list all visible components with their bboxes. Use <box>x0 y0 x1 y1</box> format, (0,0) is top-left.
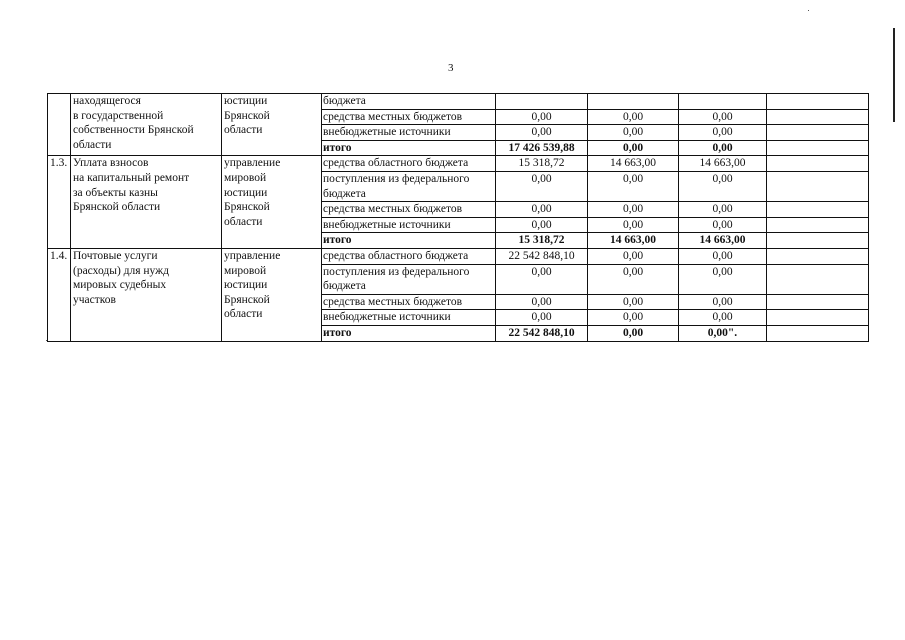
amount-cell-year-3: 0,00 <box>679 125 767 141</box>
amount-cell-year-2: 0,00 <box>588 171 679 201</box>
amount-cell-year-4 <box>767 294 869 310</box>
table-row <box>48 248 869 264</box>
measure-name-line: находящегося <box>73 95 141 107</box>
funding-source-cell: внебюджетные источники <box>322 217 496 233</box>
executor-cell <box>222 248 322 341</box>
page-number: 3 <box>448 62 454 74</box>
amount-cell-year-2: 0,00 <box>588 325 679 341</box>
amount-cell-year-1: 22 542 848,10 <box>496 248 588 264</box>
measure-name-line: Уплата взносов <box>73 157 149 170</box>
measure-name-line: области <box>73 138 112 151</box>
amount-cell-year-4 <box>767 217 869 233</box>
executor-line: юстиции <box>224 95 268 107</box>
amount-cell-year-2: 0,00 <box>588 248 679 264</box>
amount-cell-year-1: 0,00 <box>496 310 588 326</box>
amount-cell-year-4 <box>767 202 869 218</box>
scan-speck <box>808 10 809 11</box>
funding-source-cell: средства местных бюджетов <box>322 294 496 310</box>
amount-cell-year-2 <box>588 94 679 110</box>
executor-line: области <box>224 308 263 321</box>
amount-cell-year-2: 0,00 <box>588 310 679 326</box>
amount-cell-year-1 <box>496 94 588 110</box>
table-row <box>48 156 869 172</box>
amount-cell-year-4 <box>767 140 869 156</box>
measure-name-line: на капитальный ремонт <box>73 171 190 184</box>
table-row <box>48 94 869 110</box>
measure-name-cell <box>71 156 222 249</box>
executor-line: Брянской <box>224 201 270 214</box>
executor-line: управление <box>224 157 281 170</box>
amount-cell-year-4 <box>767 94 869 110</box>
amount-cell-year-1: 22 542 848,10 <box>496 325 588 341</box>
budget-table <box>47 93 869 342</box>
amount-cell-year-3: 0,00 <box>679 171 767 201</box>
amount-cell-year-4 <box>767 264 869 294</box>
executor-line: мировой <box>224 264 267 277</box>
executor-line: юстиции <box>224 279 268 292</box>
amount-cell-year-2: 14 663,00 <box>588 233 679 249</box>
amount-cell-year-2: 0,00 <box>588 217 679 233</box>
measure-name-line: в государственной <box>73 109 164 122</box>
amount-cell-year-2: 0,00 <box>588 109 679 125</box>
budget-table-body <box>48 94 869 342</box>
row-number-cell: 1.3. <box>48 156 71 249</box>
executor-cell <box>222 156 322 249</box>
funding-source-cell: средства областного бюджета <box>322 248 496 264</box>
funding-source-cell: поступления из федерального бюджета <box>322 264 496 294</box>
amount-cell-year-2: 0,00 <box>588 125 679 141</box>
executor-cell <box>222 94 322 156</box>
amount-cell-year-1: 0,00 <box>496 202 588 218</box>
funding-source-cell: внебюджетные источники <box>322 310 496 326</box>
funding-source-cell: итого <box>322 140 496 156</box>
amount-cell-year-3: 0,00 <box>679 294 767 310</box>
amount-cell-year-1: 0,00 <box>496 125 588 141</box>
amount-cell-year-4 <box>767 171 869 201</box>
amount-cell-year-2: 14 663,00 <box>588 156 679 172</box>
amount-cell-year-3: 0,00". <box>679 325 767 341</box>
amount-cell-year-3: 0,00 <box>679 264 767 294</box>
row-number-cell: 1.4. <box>48 248 71 341</box>
funding-source-cell: поступления из федерального бюджета <box>322 171 496 201</box>
row-number-cell <box>48 94 71 156</box>
amount-cell-year-1: 0,00 <box>496 294 588 310</box>
amount-cell-year-2: 0,00 <box>588 140 679 156</box>
executor-line: области <box>224 124 263 137</box>
funding-source-cell: итого <box>322 325 496 341</box>
measure-name-line: участков <box>73 293 116 306</box>
amount-cell-year-3: 14 663,00 <box>679 156 767 172</box>
amount-cell-year-1: 15 318,72 <box>496 156 588 172</box>
executor-line: области <box>224 215 263 228</box>
amount-cell-year-2: 0,00 <box>588 264 679 294</box>
amount-cell-year-4 <box>767 325 869 341</box>
amount-cell-year-4 <box>767 125 869 141</box>
amount-cell-year-4 <box>767 156 869 172</box>
executor-line: юстиции <box>224 186 268 199</box>
amount-cell-year-3: 0,00 <box>679 217 767 233</box>
funding-source-cell: бюджета <box>322 94 496 110</box>
executor-line: Брянской <box>224 293 270 306</box>
amount-cell-year-1: 15 318,72 <box>496 233 588 249</box>
measure-name-line: Брянской области <box>73 201 161 214</box>
executor-line: Брянской <box>224 109 270 122</box>
amount-cell-year-3 <box>679 94 767 110</box>
amount-cell-year-1: 0,00 <box>496 217 588 233</box>
amount-cell-year-4 <box>767 233 869 249</box>
executor-line: управление <box>224 249 281 262</box>
executor-line: мировой <box>224 171 267 184</box>
measure-name-line: собственности Брянской <box>73 124 194 137</box>
amount-cell-year-1: 0,00 <box>496 109 588 125</box>
funding-source-cell: средства местных бюджетов <box>322 109 496 125</box>
amount-cell-year-3: 0,00 <box>679 140 767 156</box>
measure-name-line: мировых судебных <box>73 279 167 292</box>
measure-name-cell <box>71 248 222 341</box>
scan-margin-mark <box>893 28 895 122</box>
amount-cell-year-2: 0,00 <box>588 202 679 218</box>
amount-cell-year-1: 0,00 <box>496 264 588 294</box>
amount-cell-year-1: 17 426 539,88 <box>496 140 588 156</box>
measure-name-line: (расходы) для нужд <box>73 264 169 277</box>
amount-cell-year-4 <box>767 248 869 264</box>
amount-cell-year-3: 0,00 <box>679 109 767 125</box>
funding-source-cell: средства местных бюджетов <box>322 202 496 218</box>
amount-cell-year-3: 0,00 <box>679 248 767 264</box>
measure-name-line: за объекты казны <box>73 186 158 199</box>
amount-cell-year-3: 14 663,00 <box>679 233 767 249</box>
amount-cell-year-1: 0,00 <box>496 171 588 201</box>
funding-source-cell: средства областного бюджета <box>322 156 496 172</box>
funding-source-cell: итого <box>322 233 496 249</box>
funding-source-cell: внебюджетные источники <box>322 125 496 141</box>
amount-cell-year-3: 0,00 <box>679 310 767 326</box>
measure-name-line: Почтовые услуги <box>73 249 158 262</box>
amount-cell-year-4 <box>767 310 869 326</box>
measure-name-cell <box>71 94 222 156</box>
amount-cell-year-3: 0,00 <box>679 202 767 218</box>
amount-cell-year-4 <box>767 109 869 125</box>
amount-cell-year-2: 0,00 <box>588 294 679 310</box>
